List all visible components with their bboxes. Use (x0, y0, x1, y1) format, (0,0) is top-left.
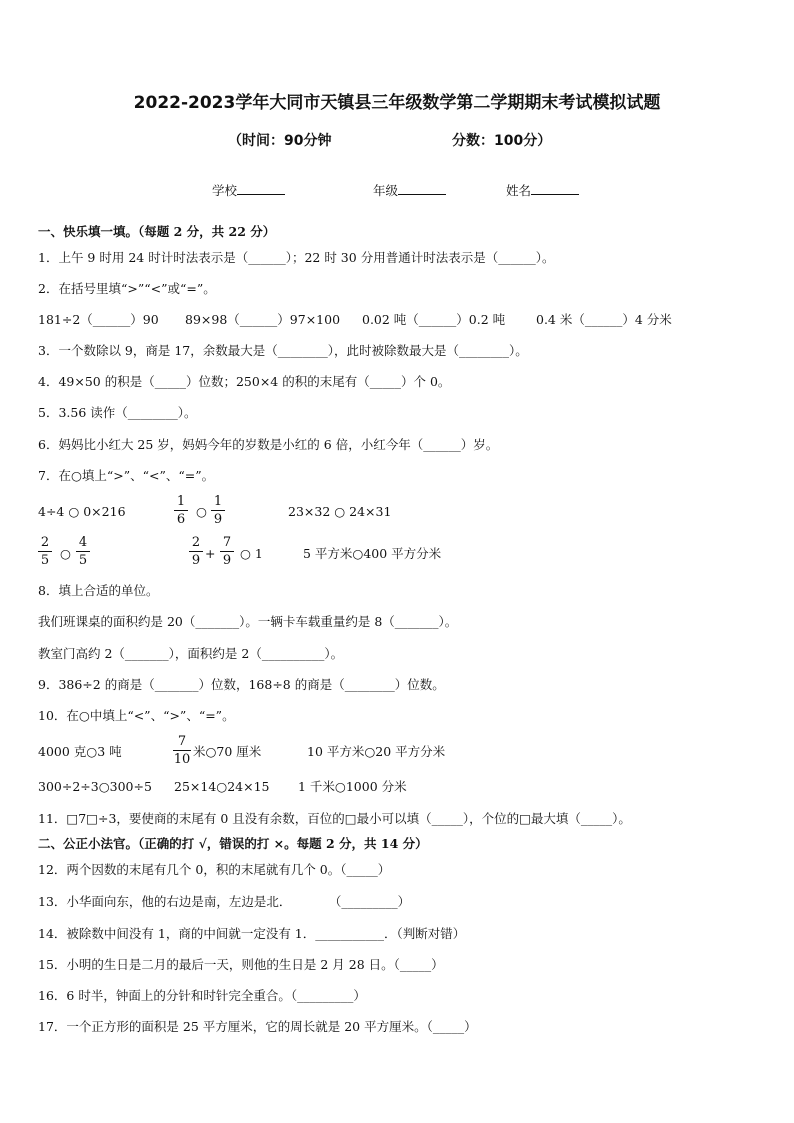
compare-circle: ○ (60, 546, 71, 561)
fraction-denominator: 5 (40, 553, 50, 568)
plus-sign: + (205, 546, 216, 561)
grade-label: 年级 (373, 183, 399, 198)
name-label: 姓名 (506, 183, 532, 198)
fraction-denominator: 6 (176, 512, 186, 527)
section-1-heading: 一、快乐填一填。（每题 2 分，共 22 分） (38, 224, 276, 239)
fraction-denominator: 10 (173, 752, 191, 767)
fraction-numerator: 1 (174, 494, 188, 511)
question-17: 17．一个正方形的面积是 25 平方厘米，它的周长就是 20 平方厘米。（_____） (38, 1019, 477, 1034)
fraction-numerator: 2 (38, 535, 52, 552)
compare-circle: ○ (196, 504, 207, 519)
question-10: 10．在○中填上“<”、“>”、“=”。 (38, 708, 235, 723)
question-14: 14．被除数中间没有 1，商的中间就一定没有 1．___________．（判断对错） (38, 926, 466, 941)
fraction-denominator: 9 (222, 553, 232, 568)
section-2-heading: 二、公正小法官。（正确的打 √，错误的打 ×。每题 2 分，共 14 分） (38, 836, 428, 851)
name-field (506, 181, 579, 199)
question-7-item-c: 23×32 ○ 24×31 (288, 504, 392, 519)
question-1: 1．上午 9 时用 24 时计时法表示是（______）；22 时 30 分用普通计时法表示是（______）。 (38, 250, 555, 265)
question-2-item-3: 0.02 吨（______）0.2 吨 (362, 312, 506, 327)
fraction-denominator: 9 (213, 512, 223, 527)
fraction-4-5 (76, 535, 90, 568)
fraction-numerator: 2 (189, 535, 203, 552)
question-8: 8．填上合适的单位。 (38, 583, 159, 598)
question-10-item-a: 4000 克○3 吨 (38, 744, 122, 759)
fraction-numerator: 7 (220, 535, 234, 552)
page-title: 2022-2023学年大同市天镇县三年级数学第二学期期末考试模拟试题 (133, 93, 661, 113)
fraction-2-9 (189, 535, 203, 568)
question-10-item-d: 300÷2÷3○300÷5 (38, 779, 152, 794)
fraction-denominator: 5 (78, 553, 88, 568)
question-9: 9．386÷2 的商是（_______）位数，168÷8 的商是（________）位数。 (38, 677, 445, 692)
fraction-2-5 (38, 535, 52, 568)
question-7: 7．在○填上“>”、“<”、“=”。 (38, 468, 215, 483)
fraction-numerator: 1 (211, 494, 225, 511)
question-10-item-c: 10 平方米○20 平方分米 (307, 744, 446, 759)
fraction-7-9 (220, 535, 234, 568)
question-8-line-2: 教室门高约 2（_______），面积约是 2（__________）。 (38, 646, 344, 661)
school-label: 学校 (212, 183, 238, 198)
question-3: 3．一个数除以 9，商是 17，余数最大是（________），此时被除数最大是（________）。 (38, 343, 528, 358)
grade-field (373, 181, 446, 199)
question-2: 2．在括号里填“>”“<”或“=”。 (38, 281, 216, 296)
question-16: 16．6 时半，钟面上的分针和时针完全重合。（_________） (38, 988, 366, 1003)
question-10-item-f: 1 千米○1000 分米 (298, 779, 407, 794)
question-5: 5．3.56 读作（________）。 (38, 405, 197, 420)
question-6: 6．妈妈比小红大 25 岁，妈妈今年的岁数是小红的 6 倍，小红今年（______）岁。 (38, 437, 499, 452)
question-8-line-1: 我们班课桌的面积约是 20（_______）。一辆卡车载重量约是 8（_______）。 (38, 614, 458, 629)
question-15: 15．小明的生日是二月的最后一天，则他的生日是 2 月 28 日。（_____） (38, 957, 444, 972)
fraction-numerator: 4 (76, 535, 90, 552)
question-7-item-f: 5 平方米○400 平方分米 (303, 546, 442, 561)
question-2-item-2: 89×98（______）97×100 (185, 312, 341, 327)
fraction-numerator: 7 (173, 734, 191, 751)
question-4: 4．49×50 的积是（_____）位数；250×4 的积的末尾有（_____）个 0。 (38, 374, 451, 389)
fraction-7-10 (173, 734, 191, 767)
question-2-item-1: 181÷2（______）90 (38, 312, 159, 327)
question-13: 13．小华面向东，他的右边是南，左边是北． （_________） (38, 894, 411, 909)
school-field (212, 181, 285, 199)
grade-blank (398, 182, 446, 195)
fraction-1-6 (174, 494, 188, 527)
school-blank (237, 182, 285, 195)
question-10-item-b: 米○70 厘米 (193, 744, 262, 759)
question-11: 11．□7□÷3，要使商的末尾有 0 且没有余数，百位的□最小可以填（_____），个位的□最大填（_____）。 (38, 811, 631, 826)
question-10-item-e: 25×14○24×15 (174, 779, 270, 794)
question-2-item-4: 0.4 米（______）4 分米 (536, 312, 672, 327)
exam-score: 分数：100分） (452, 133, 552, 149)
compare-tail: ○ 1 (240, 546, 263, 561)
fraction-denominator: 9 (191, 553, 201, 568)
exam-time: （时间：90分钟 (228, 133, 332, 149)
fraction-1-9 (211, 494, 225, 527)
name-blank (531, 182, 579, 195)
question-7-item-a: 4÷4 ○ 0×216 (38, 504, 126, 519)
question-12: 12．两个因数的末尾有几个 0，积的末尾就有几个 0。（_____） (38, 862, 391, 877)
